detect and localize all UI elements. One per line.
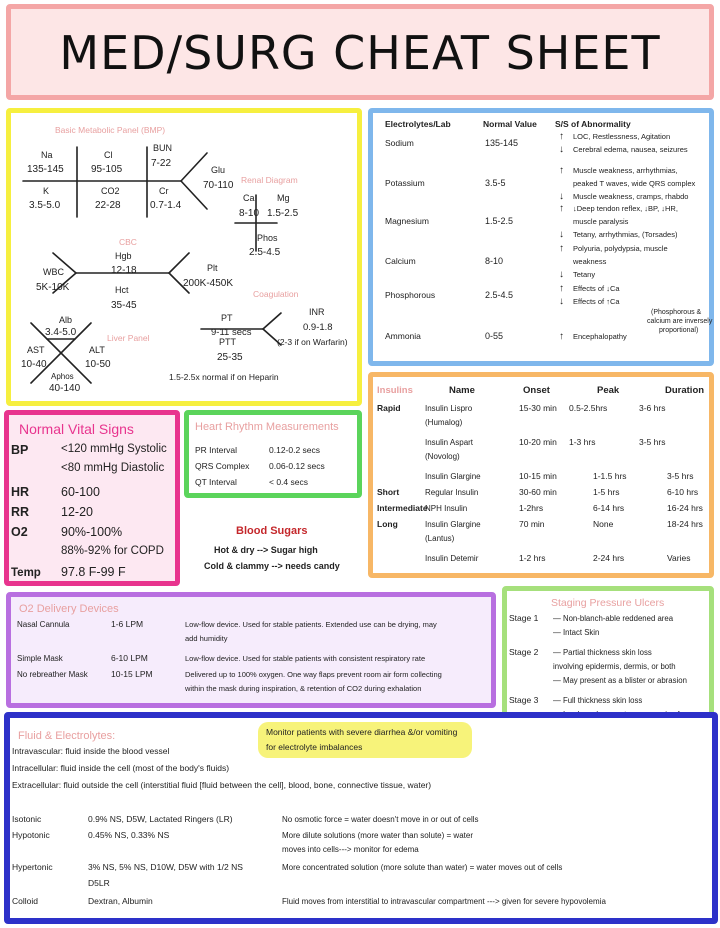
vitals-o2-label: O2	[11, 525, 28, 539]
fluid-description: More dilute solutions (more water than solute) = water	[282, 831, 473, 840]
o2-device-desc: Low-flow device. Used for stable patients. Extended use can be drying, may	[185, 620, 437, 629]
insulins-header-name: Name	[449, 385, 475, 396]
stage-description: — Non-blanch-able reddened area	[553, 614, 674, 623]
insulin-peak: 2-24 hrs	[593, 553, 625, 563]
insulin-onset: 10-20 min	[519, 437, 557, 447]
bmp-bun-value: 7-22	[151, 158, 172, 169]
electrolyte-symptom: Polyuria, polydypsia, muscle	[573, 244, 668, 253]
fluid-type: Isotonic	[12, 814, 42, 824]
liver-alb-value: 3.4-5.0	[45, 327, 77, 338]
insulin-name: Regular Insulin	[425, 488, 479, 497]
electrolyte-arrow: ↑	[559, 131, 564, 142]
insulin-brand: (Humalog)	[425, 418, 463, 427]
liver-aphos-label: Aphos	[51, 372, 74, 381]
coag-inr-note: (2-3 if on Warfarin)	[277, 337, 348, 347]
fluid-solution: 0.9% NS, D5W, Lactated Ringers (LR)	[88, 814, 233, 824]
vitals-temp-label: Temp	[11, 567, 41, 579]
insulin-peak: 1-5 hrs	[593, 487, 620, 497]
o2-device-desc-cont: within the mask during inspiration, & retention of CO2 during exhalation	[185, 684, 422, 693]
phos-note-line3: proportional)	[659, 327, 699, 334]
coag-ptt-label: PTT	[219, 337, 236, 347]
insulins-header-type: Insulins	[377, 385, 413, 396]
insulin-type: Rapid	[377, 403, 401, 413]
renal-mg-label: Mg	[277, 193, 290, 203]
electrolyte-arrow: ↑	[559, 243, 564, 254]
insulin-onset: 15-30 min	[519, 403, 557, 413]
bmp-cl-label: Cl	[104, 150, 113, 160]
fluid-description-cont: moves into cells---> monitor for edema	[282, 845, 419, 854]
coag-heparin-note: 1.5-2.5x normal if on Heparin	[169, 372, 279, 382]
sugars-title: Blood Sugars	[236, 525, 308, 537]
liver-title: Liver Panel	[107, 333, 150, 343]
liver-alt-value: 10-50	[85, 359, 111, 370]
insulin-onset: 1-2 hrs	[519, 553, 546, 563]
stage-description: — Partial thickness skin loss	[553, 648, 652, 657]
phos-note-line1: (Phosphorous &	[651, 309, 702, 316]
bmp-na-value: 135-145	[27, 164, 64, 175]
renal-ca-label: Ca	[243, 193, 255, 203]
electrolytes-header-lab: Electrolytes/Lab	[385, 119, 451, 129]
phos-note-line2: calcium are inversely	[647, 318, 713, 325]
o2-device-rate: 6-10 LPM	[111, 653, 148, 663]
electrolyte-normal-value: 0-55	[485, 331, 504, 341]
fluids-title: Fluid & Electrolytes:	[18, 730, 116, 742]
o2-title: O2 Delivery Devices	[19, 603, 119, 615]
insulin-name: Insulin Aspart	[425, 438, 474, 447]
insulin-name: Insulin Detemir	[425, 554, 479, 563]
vitals-panel	[4, 410, 180, 586]
electrolyte-name: Phosphorous	[385, 289, 436, 300]
cbc-wbc-label: WBC	[43, 267, 64, 277]
bmp-title: Basic Metabolic Panel (BMP)	[55, 125, 166, 135]
stage-description: involving epidermis, dermis, or both	[553, 662, 676, 671]
heart-measure-value: 0.12-0.2 secs	[269, 445, 321, 455]
heart-title: Heart Rhythm Measurements	[195, 421, 339, 433]
electrolyte-symptom: muscle paralysis	[573, 217, 629, 226]
stage-label: Stage 3	[509, 695, 539, 705]
o2-device-name: Simple Mask	[17, 654, 63, 663]
insulin-peak: 1-1.5 hrs	[593, 471, 627, 481]
insulins-header-onset: Onset	[523, 385, 550, 396]
cbc-plt-value: 200K-450K	[183, 278, 234, 289]
vitals-temp-value: 97.8 F-99 F	[61, 565, 126, 579]
o2-device-desc: Delivered up to 100% oxygen. One way flaps prevent room air form collecting	[185, 670, 442, 679]
electrolyte-symptom: Effects of ↓Ca	[573, 284, 620, 293]
electrolyte-symptom: Tetany, arrhythmias, (Torsades)	[573, 230, 678, 239]
liver-aphos-value: 40-140	[49, 383, 81, 394]
fluids-note-line1: Monitor patients with severe diarrhea &/or vomiting	[266, 727, 458, 737]
electrolyte-arrow: ↑	[559, 283, 564, 294]
cbc-hgb-label: Hgb	[115, 251, 132, 261]
electrolyte-symptom: Effects of ↑Ca	[573, 297, 620, 306]
stage-description: — Full thickness skin loss	[553, 696, 643, 705]
heart-measure-value: 0.06-0.12 secs	[269, 461, 325, 471]
electrolyte-normal-value: 135-145	[485, 137, 519, 148]
fluids-monitor-note	[258, 722, 472, 758]
coag-title: Coagulation	[253, 289, 299, 299]
renal-mg-value: 1.5-2.5	[267, 208, 299, 219]
vitals-hr-value: 60-100	[61, 485, 100, 499]
insulin-peak: 6-14 hrs	[593, 503, 625, 513]
o2-devices-panel	[6, 592, 496, 708]
electrolytes-header-normal: Normal Value	[483, 119, 537, 129]
insulin-duration: 3-5 hrs	[667, 471, 694, 481]
bmp-k-value: 3.5-5.0	[29, 200, 61, 211]
vitals-rr-label: RR	[11, 505, 30, 519]
bmp-glu-value: 70-110	[203, 180, 234, 191]
electrolyte-normal-value: 8-10	[485, 256, 504, 266]
insulin-onset: 10-15 min	[519, 471, 557, 481]
electrolyte-symptom: Tetany	[573, 270, 596, 279]
stage-description: — May present as a blister or abrasion	[553, 676, 687, 685]
insulin-duration: 16-24 hrs	[667, 503, 703, 513]
insulins-panel	[368, 372, 714, 578]
bmp-glu-label: Glu	[211, 165, 226, 175]
electrolyte-symptom: ↓Deep tendon reflex, ↓BP, ↓HR,	[573, 204, 678, 213]
coag-pt-value: 9-11 secs	[211, 327, 252, 338]
electrolyte-arrow: ↑	[559, 165, 564, 176]
electrolyte-symptom: weakness	[573, 257, 607, 266]
fluid-description: More concentrated solution (more solute than water) = water moves out of cells	[282, 863, 563, 872]
coag-ptt-value: 25-35	[217, 352, 243, 363]
electrolyte-symptom: Muscle weakness, cramps, rhabdo	[573, 192, 689, 201]
fluids-def-intravascular: Intravascular: fluid inside the blood vessel	[12, 746, 170, 756]
fishbone-diagrams	[11, 113, 357, 401]
cbc-plt-label: Plt	[207, 263, 218, 273]
electrolyte-arrow: ↑	[559, 331, 564, 342]
renal-phos-value: 2.5-4.5	[249, 247, 281, 258]
heart-measure-label: QRS Complex	[195, 461, 250, 471]
heart-measure-value: < 0.4 secs	[269, 477, 308, 487]
electrolyte-arrow: ↓	[559, 269, 564, 280]
cbc-hgb-value: 12-18	[111, 265, 137, 276]
insulin-duration: 3-5 hrs	[639, 437, 666, 447]
vitals-bp-diastolic: <80 mmHg Diastolic	[61, 462, 165, 474]
electrolyte-name: Calcium	[385, 256, 416, 266]
bmp-cr-label: Cr	[159, 186, 169, 196]
electrolyte-name: Sodium	[385, 137, 414, 148]
o2-device-desc-cont: add humidity	[185, 634, 228, 643]
title-banner	[6, 4, 714, 100]
insulin-duration: Varies	[667, 553, 691, 563]
insulins-header-peak: Peak	[597, 385, 620, 396]
vitals-hr-label: HR	[11, 485, 30, 499]
electrolyte-name: Ammonia	[385, 331, 421, 341]
vitals-o2-copd: 88%-92% for COPD	[61, 545, 164, 557]
vitals-bp-systolic: <120 mmHg Systolic	[61, 443, 167, 455]
electrolyte-normal-value: 3.5-5	[485, 178, 506, 188]
stage-label: Stage 1	[509, 613, 539, 623]
electrolytes-header-ss: S/S of Abnormality	[555, 119, 631, 129]
bmp-cr-value: 0.7-1.4	[150, 200, 182, 211]
fluid-solution: 0.45% NS, 0.33% NS	[88, 830, 170, 840]
insulin-type: Long	[377, 519, 398, 529]
stage-label: Stage 2	[509, 647, 539, 657]
fluid-type: Hypotonic	[12, 830, 50, 840]
insulin-duration: 18-24 hrs	[667, 519, 703, 529]
electrolytes-panel	[368, 108, 714, 366]
liver-ast-value: 10-40	[21, 359, 47, 370]
heart-measure-label: QT Interval	[195, 477, 237, 487]
insulin-onset: 70 min	[519, 519, 545, 529]
fluid-description: No osmotic force = water doesn't move in or out of cells	[282, 815, 479, 824]
insulin-duration: 6-10 hrs	[667, 487, 699, 497]
cbc-hct-label: Hct	[115, 285, 129, 295]
insulin-type: Intermediate	[377, 503, 428, 513]
sugars-line2: Cold & clammy --> needs candy	[204, 561, 340, 571]
electrolyte-normal-value: 2.5-4.5	[485, 289, 514, 300]
coag-inr-value: 0.9-1.8	[303, 322, 333, 333]
insulin-peak: 1-3 hrs	[569, 437, 596, 447]
insulin-name: NPH Insulin	[425, 504, 468, 513]
bmp-na-label: Na	[41, 150, 53, 160]
insulin-name: Insulin Lispro	[425, 404, 473, 413]
cbc-wbc-value: 5K-10K	[36, 282, 70, 293]
insulin-onset: 1-2hrs	[519, 503, 544, 513]
o2-device-name: Nasal Cannula	[17, 620, 70, 629]
renal-title: Renal Diagram	[241, 175, 298, 185]
electrolyte-normal-value: 1.5-2.5	[485, 216, 514, 226]
electrolyte-arrow: ↓	[559, 191, 564, 202]
vitals-title: Normal Vital Signs	[19, 421, 134, 437]
vitals-bp-label: BP	[11, 443, 29, 457]
insulin-brand: (Novolog)	[425, 452, 460, 461]
electrolyte-symptom: Cerebral edema, nausea, seizures	[573, 145, 688, 154]
insulin-brand: (Lantus)	[425, 534, 455, 543]
fluid-type: Hypertonic	[12, 862, 53, 872]
electrolyte-symptom: Muscle weakness, arrhythmias,	[573, 166, 678, 175]
liver-ast-label: AST	[27, 345, 45, 355]
coag-inr-label: INR	[309, 307, 325, 317]
vitals-o2-value: 90%-100%	[61, 525, 123, 539]
electrolyte-symptom: LOC, Restlessness, Agitation	[573, 132, 671, 141]
bmp-co2-value: 22-28	[95, 200, 121, 211]
o2-device-rate: 10-15 LPM	[111, 669, 153, 679]
stage-description: — Intact Skin	[553, 628, 600, 637]
o2-device-name: No rebreather Mask	[17, 670, 88, 679]
fluid-solution-cont: D5LR	[88, 878, 110, 888]
insulin-type: Short	[377, 487, 400, 497]
o2-device-rate: 1-6 LPM	[111, 619, 144, 629]
staging-title: Staging Pressure Ulcers	[551, 597, 665, 609]
coag-pt-label: PT	[221, 313, 233, 323]
fluid-description: Fluid moves from interstitial to intravascular compartment ---> given for severe hypovolemia	[282, 897, 606, 906]
page-title: MED/SURG CHEAT SHEET	[59, 26, 661, 80]
fluids-panel	[4, 712, 718, 924]
liver-alb-label: Alb	[59, 315, 73, 325]
electrolyte-symptom: peaked T waves, wide QRS complex	[573, 179, 696, 188]
electrolyte-name: Potassium	[385, 178, 425, 188]
electrolyte-arrow: ↓	[559, 229, 564, 240]
heart-measure-label: PR Interval	[195, 445, 238, 455]
electrolyte-name: Magnesium	[385, 216, 429, 226]
insulins-header-duration: Duration	[665, 385, 705, 396]
bmp-cl-value: 95-105	[91, 164, 123, 175]
insulin-name: Insulin Glargine	[425, 472, 481, 481]
electrolyte-arrow: ↓	[559, 296, 564, 307]
insulin-onset: 30-60 min	[519, 487, 557, 497]
fluids-note-line2: for electrolyte imbalances	[266, 742, 363, 752]
bmp-bun-label: BUN	[153, 143, 173, 153]
fluid-solution: 3% NS, 5% NS, D10W, D5W with 1/2 NS	[88, 862, 243, 872]
insulin-peak: 0.5-2.5hrs	[569, 403, 608, 413]
sugars-line1: Hot & dry --> Sugar high	[214, 545, 318, 555]
electrolyte-arrow: ↓	[559, 144, 564, 155]
insulin-name: Insulin Glargine	[425, 520, 481, 529]
electrolyte-arrow: ↑	[559, 203, 564, 214]
o2-device-desc: Low-flow device. Used for stable patients with consistent respiratory rate	[185, 654, 426, 663]
electrolyte-symptom: Encephalopathy	[573, 332, 627, 341]
liver-alt-label: ALT	[89, 345, 105, 355]
bmp-k-label: K	[43, 186, 50, 196]
cbc-title: CBC	[119, 237, 137, 247]
fluids-def-intracellular: Intracellular: fluid inside the cell (most of the body's fluids)	[12, 763, 230, 773]
labs-panel	[6, 108, 362, 406]
insulin-peak: None	[593, 519, 614, 529]
renal-ca-value: 8-10	[239, 208, 260, 219]
insulin-duration: 3-6 hrs	[639, 403, 666, 413]
vitals-rr-value: 12-20	[61, 505, 93, 519]
bmp-co2-label: CO2	[101, 186, 120, 196]
fluid-type: Colloid	[12, 896, 38, 906]
fluids-def-extracellular: Extracellular: fluid outside the cell (interstitial fluid [fluid between the cell], blood, bone, connective tissue, water)	[12, 780, 432, 790]
renal-phos-label: Phos	[257, 233, 278, 243]
cbc-hct-value: 35-45	[111, 300, 137, 311]
fluid-solution: Dextran, Albumin	[88, 896, 153, 906]
heart-rhythm-panel	[184, 410, 362, 498]
